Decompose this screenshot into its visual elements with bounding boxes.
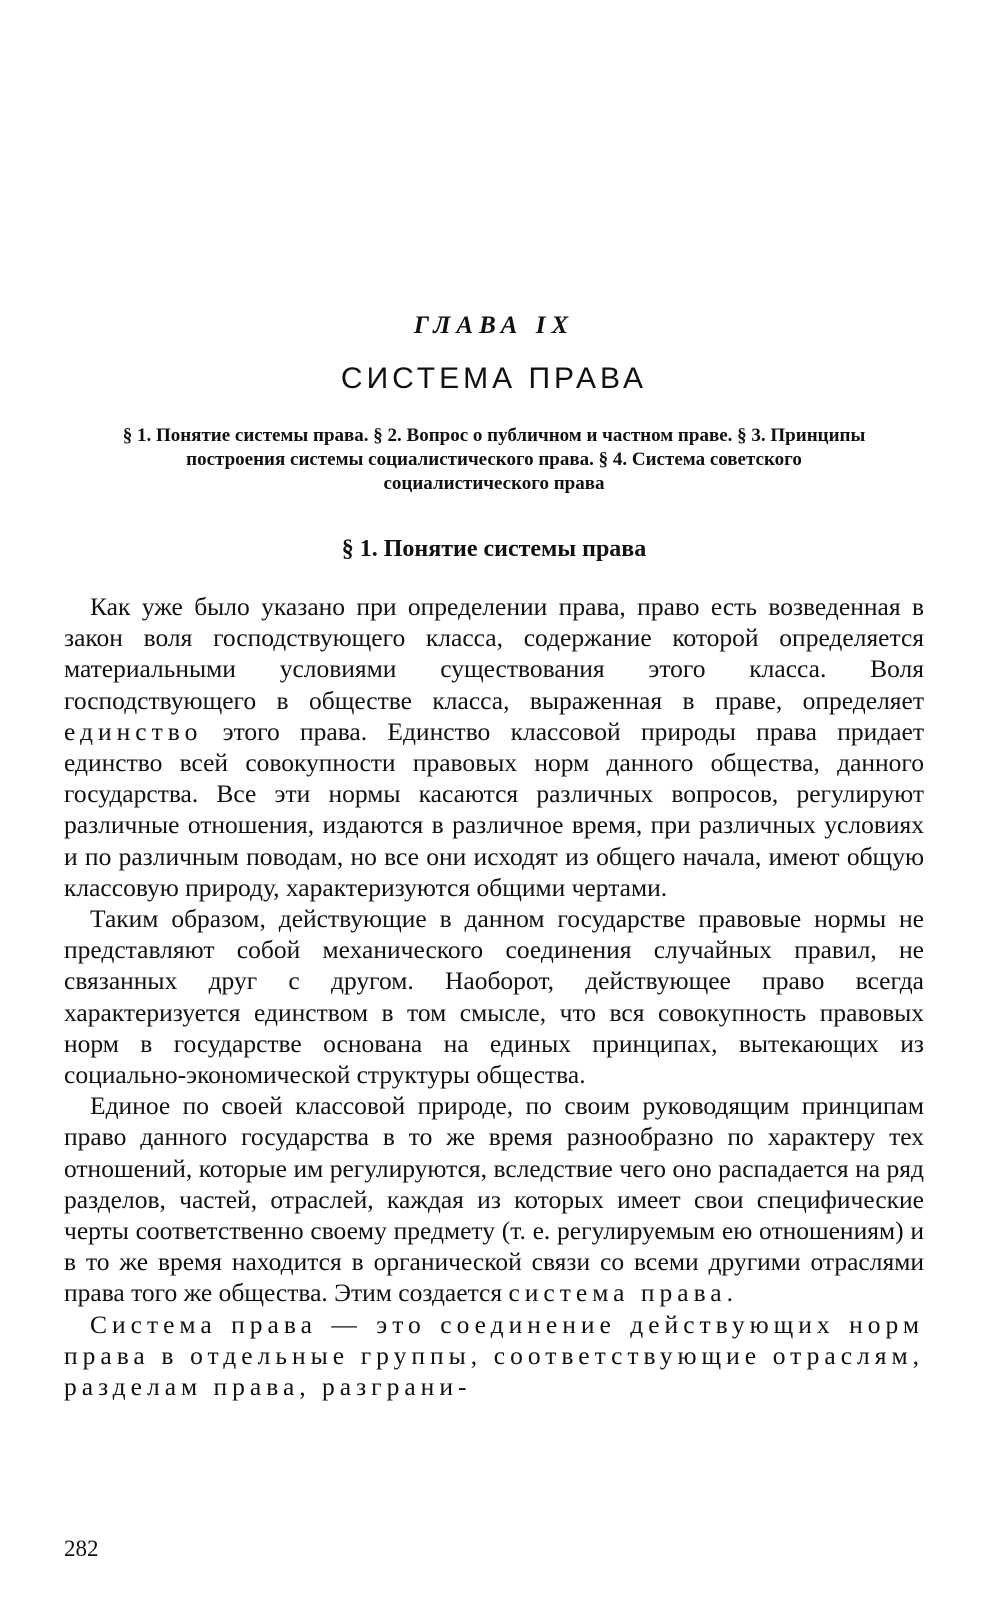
paragraph-3-text-a: Единое по своей классовой природе, по своим руководящим принципам право данного государства в то же время разнообразно по характеру тех отношений, которые им регулируются, вследствие чего оно распадается на ряд разделов, частей, отраслей, каждая из которых имеет свои специфические черты соответственно своему предмету (т. е. регулируемым ею отношениям) и в то же время находится в органической связи со всеми другими отраслями права того же общества. Этим создается (64, 1091, 924, 1308)
chapter-contents: § 1. Понятие системы права. § 2. Вопрос о публичном и частном праве. § 3. Принципы построения системы социалистического права. § 4. Система советского социалистического права (122, 425, 866, 494)
chapter-title: СИСТЕМА ПРАВА (340, 362, 648, 395)
section-heading: § 1. Понятие системы права (341, 536, 647, 562)
paragraph-1 (64, 591, 924, 903)
paragraph-3 (64, 1090, 924, 1308)
chapter-label: ГЛАВА IX (413, 312, 575, 339)
paragraph-1-emphasis: единство (64, 716, 203, 746)
paragraph-2: Таким образом, действующие в данном государстве правовые нормы не представляют собой механического соединения случайных правил, не связанных друг с другом. Наоборот, действующее право всегда характеризуется единством в том смысле, что вся совокупность правовых норм в государстве основана на единых принципах, вытекающих из социально-экономической структуры общества. (64, 904, 924, 1090)
paragraph-3-text-b: . (726, 1278, 733, 1308)
paragraph-4-emphasis: Система права — это соединение действующих норм права в отдельные группы, соответствующие отраслям, разделам права, разграни- (64, 1309, 924, 1402)
page-number: 282 (64, 1536, 99, 1561)
paragraph-1-text-b: этого права. Единство классовой природы права придает единство всей совокупности правовых норм данного общества, данного государства. Все эти нормы касаются различных вопросов, регулируют различные отношения, издаются в различное время, при различных условиях и по различным поводам, но все они исходят из общего начала, имеют общую классовую природу, характеризуются общими чертами. (64, 716, 924, 902)
paragraph-3-emphasis: система права (508, 1278, 727, 1308)
paragraph-1-text-a: Как уже было указано при определении права, право есть возведенная в закон воля господствующего класса, содержание которой определяется материальными условиями существования этого класса. Воля господствующего в обществе класса, выраженная в праве, определяет (64, 592, 924, 715)
body-text (64, 591, 924, 1402)
paragraph-4 (64, 1309, 924, 1403)
